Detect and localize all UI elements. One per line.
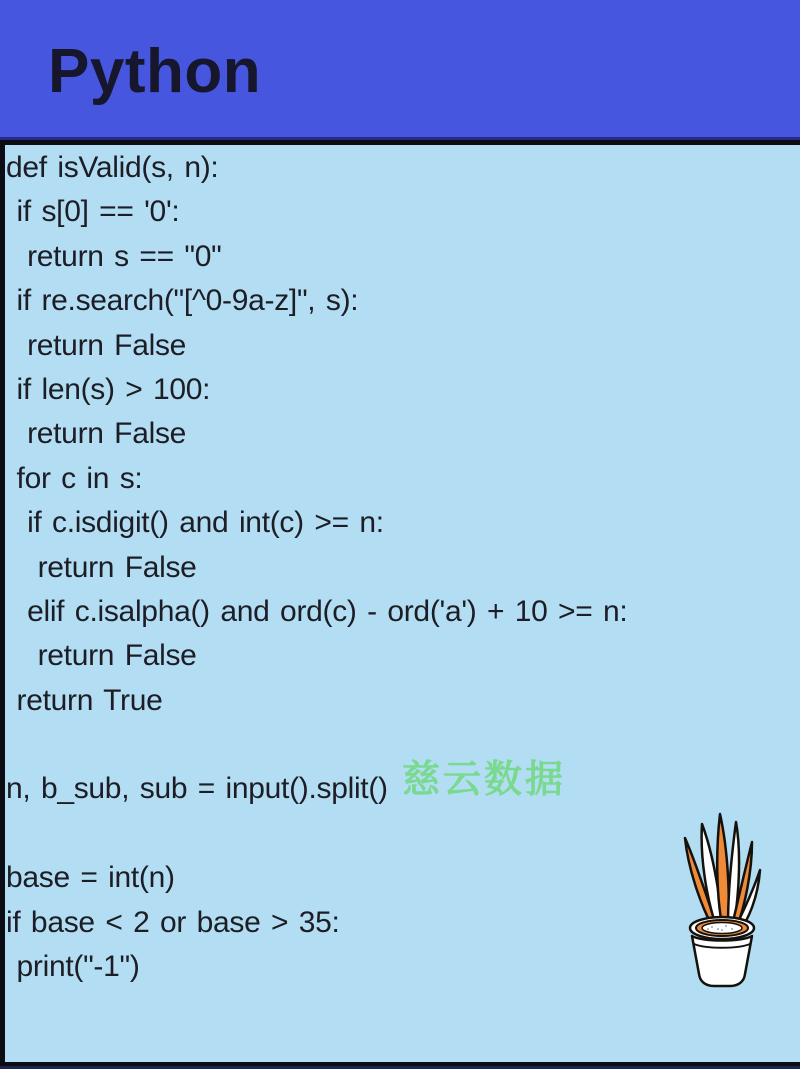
code-line: if base < 2 or base > 35: — [6, 905, 340, 939]
potted-plant-icon — [672, 808, 772, 990]
code-line: return False — [6, 639, 197, 673]
code-line: if re.search("[^0-9a-z]", s): — [6, 284, 359, 318]
code-line: elif c.isalpha() and ord(c) - ord('a') + 10 >= n: — [6, 594, 628, 628]
watermark: 慈云数据 — [402, 759, 567, 801]
code-line: return False — [6, 328, 187, 362]
code-line: return False — [6, 550, 197, 584]
code-line: return False — [6, 417, 187, 451]
header-bar — [0, 0, 800, 140]
code-line: if c.isdigit() and int(c) >= n: — [6, 506, 384, 540]
code-line: n, b_sub, sub = input().split() — [6, 772, 388, 806]
code-line: return True — [6, 683, 163, 717]
code-line: if len(s) > 100: — [6, 372, 211, 406]
code-line — [6, 723, 800, 767]
code-line: base = int(n) — [6, 861, 175, 895]
code-line: print("-1") — [6, 950, 140, 984]
code-line: for c in s: — [6, 461, 143, 495]
plant-illustration — [672, 808, 772, 990]
code-line: def isValid(s, n): — [6, 151, 219, 184]
code-line: if s[0] == '0': — [6, 195, 180, 229]
page-title: Python — [48, 37, 262, 106]
code-line: return s == "0" — [6, 239, 222, 273]
